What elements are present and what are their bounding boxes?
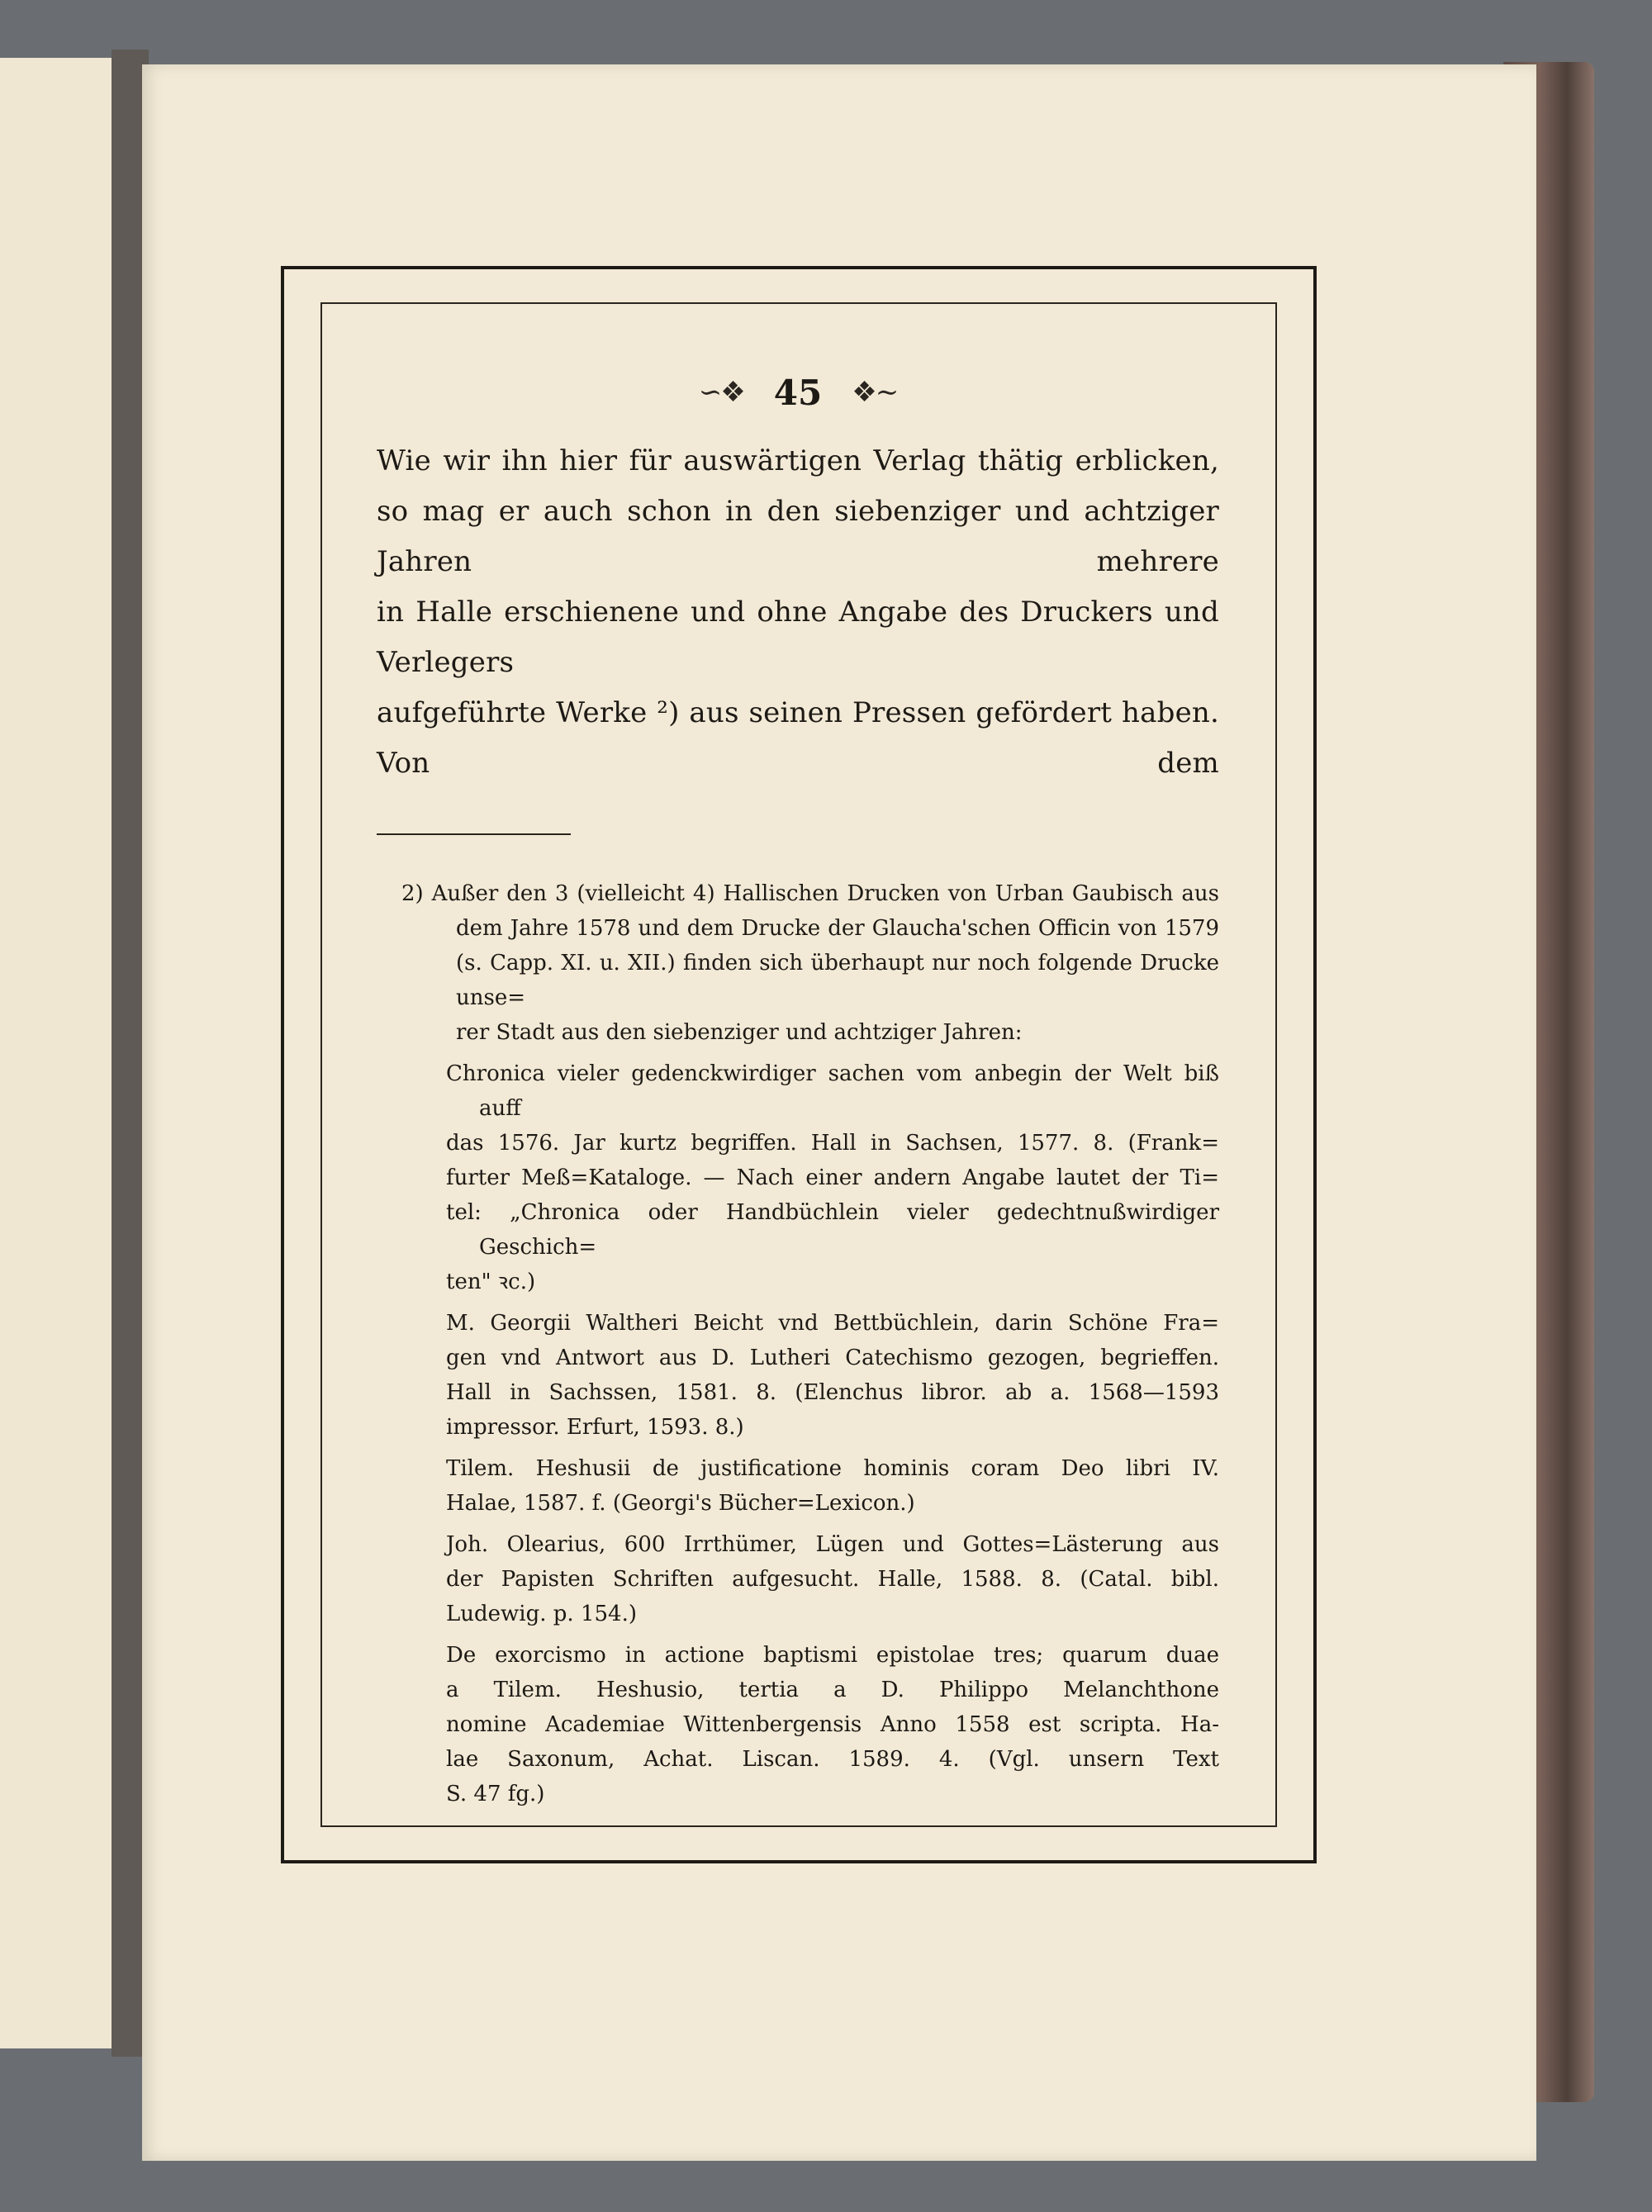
entry-line: S. 47 fg.): [446, 1782, 545, 1806]
footnote-rule: [377, 833, 571, 835]
entry-line: Halae, 1587. f. (Georgi's Bücher=Lexicon.): [446, 1491, 915, 1516]
entry-line: furter Meß=Kataloge. — Nach einer andern Angabe lautet der Ti=: [446, 1165, 1219, 1190]
entry-line: a Tilem. Heshusio, tertia a D. Philippo Melanchthone: [446, 1678, 1219, 1702]
entry-line: Chronica vieler gedenckwirdiger sachen vom anbegin der Welt biß auff: [446, 1061, 1219, 1121]
footnote-intro: [377, 876, 1219, 1050]
entry-line: der Papisten Schriften aufgesucht. Halle, 1588. 8. (Catal. bibl.: [446, 1567, 1219, 1592]
entry-line: Hall in Sachssen, 1581. 8. (Elenchus libror. ab a. 1568—1593: [446, 1380, 1219, 1405]
main-line: Wie wir ihn hier für auswärtigen Verlag thätig erblicken,: [377, 444, 1219, 477]
page-content: [377, 363, 1219, 1811]
bibliography-entry: [377, 1306, 1219, 1445]
bibliography-entry: [377, 1638, 1219, 1811]
entry-line: gen vnd Antwort aus D. Lutheri Catechismo gezogen, begrieffen.: [446, 1346, 1219, 1370]
entry-line: Tilem. Heshusii de justificatione hominis coram Deo libri IV.: [446, 1456, 1219, 1481]
entry-line: impressor. Erfurt, 1593. 8.): [446, 1415, 744, 1440]
entry-line: tel: „Chronica oder Handbüchlein vieler gedechtnußwirdiger Geschich=: [446, 1200, 1219, 1260]
footnote-line: dem Jahre 1578 und dem Drucke der Glaucha'schen Officin von 1579: [456, 916, 1219, 941]
bibliography-entry: [377, 1527, 1219, 1631]
ornament-left-icon: ∽❖: [698, 376, 744, 409]
entry-line: nomine Academiae Wittenbergensis Anno 1558 est scripta. Ha-: [446, 1712, 1219, 1737]
entry-line: Ludewig. p. 154.): [446, 1602, 637, 1626]
page-header: [377, 363, 1219, 421]
main-line: in Halle erschienene und ohne Angabe des Druckers und Verlegers: [377, 596, 1219, 679]
footnote-line: 2) Außer den 3 (vielleicht 4) Hallischen Drucken von Urban Gaubisch aus: [401, 881, 1219, 906]
main-text: [377, 436, 1219, 789]
entry-line: ten" ꝛc.): [446, 1270, 536, 1294]
bibliography-entry: [377, 1451, 1219, 1521]
entry-line: M. Georgii Waltheri Beicht vnd Bettbüchlein, darin Schöne Fra=: [446, 1311, 1219, 1336]
entry-line: lae Saxonum, Achat. Liscan. 1589. 4. (Vgl. unsern Text: [446, 1747, 1219, 1772]
footnote-line: (s. Capp. XI. u. XII.) finden sich überhaupt nur noch folgende Drucke unse=: [456, 951, 1219, 1010]
main-line: so mag er auch schon in den siebenziger und achtziger Jahren mehrere: [377, 495, 1219, 578]
left-page-edge: [0, 58, 115, 2048]
main-line: aufgeführte Werke ²) aus seinen Pressen gefördert haben. Von dem: [377, 696, 1219, 780]
footnote-line: rer Stadt aus den siebenziger und achtziger Jahren:: [456, 1020, 1023, 1045]
footnote: [377, 876, 1219, 1811]
page-number: 45: [773, 372, 823, 413]
ornament-right-icon: ❖∼: [852, 376, 898, 409]
entry-line: De exorcismo in actione baptismi epistolae tres; quarum duae: [446, 1643, 1219, 1668]
entry-line: das 1576. Jar kurtz begriffen. Hall in Sachsen, 1577. 8. (Frank=: [446, 1131, 1219, 1156]
bibliography-entry: [377, 1056, 1219, 1299]
entry-line: Joh. Olearius, 600 Irrthümer, Lügen und Gottes=Lästerung aus: [446, 1532, 1219, 1557]
